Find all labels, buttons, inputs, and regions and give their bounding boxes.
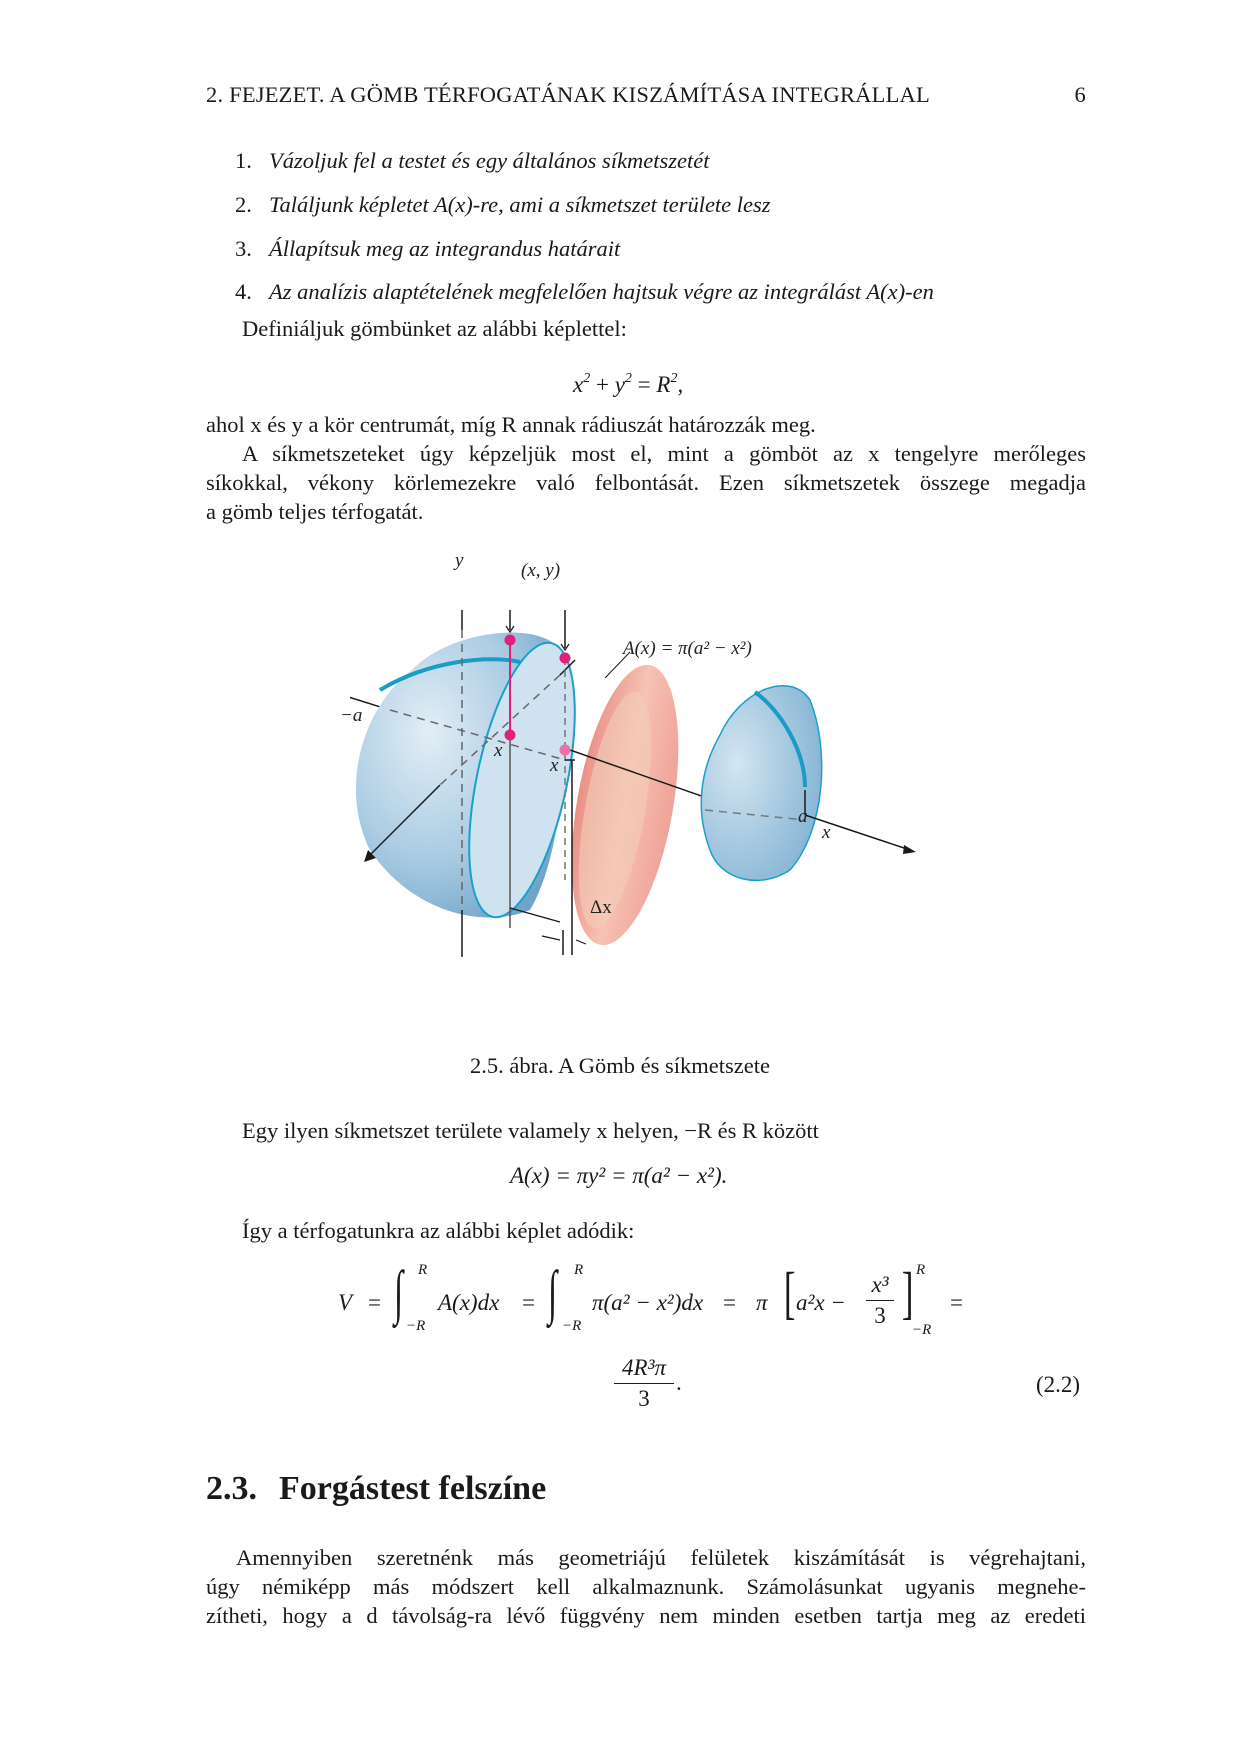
figure-caption: 2.5. ábra. A Gömb és síkmetszete: [470, 1053, 770, 1078]
equation-number: (2.2): [1036, 1372, 1081, 1397]
fraction-result: 4R³π 3: [614, 1355, 674, 1412]
paragraph-definition: ahol x és y a kör centrumát, míg R annak rádiuszát határozzák meg. A síkmetszeteket úgy képzeljük most el, mint a gömböt az x tengelyre merőleges síkokkal, vékony körlemezekre való felbontását. Ezen síkmetszetek összege megadja a gömb teljes térfogatát.: [206, 412, 1086, 524]
label-delta-x: Δx: [590, 897, 612, 918]
label-area-formula: A(x) = π(a² − x²): [623, 638, 752, 659]
circle-equation: $x^2 + y^2 = R^2$,: [573, 371, 684, 397]
x-dimension-arrow: [510, 908, 560, 922]
list-item: 1. Vázoljuk fel a testet és egy általános síkmetszetét: [235, 148, 710, 173]
point-bracket-left: [510, 610, 520, 630]
area-equation: A(x) = πy² = π(a² − x²).: [510, 1163, 728, 1188]
point-x-sphere: [505, 730, 516, 741]
point-x-disk: [560, 745, 571, 756]
right-bracket-icon: ]: [901, 1260, 914, 1325]
integral-sign-icon: ∫: [548, 1259, 558, 1325]
fraction-bar: [614, 1383, 674, 1384]
list-item: 3. Állapítsuk meg az integrandus határait: [235, 236, 621, 261]
paragraph-volume-intro: Így a térfogatunkra az alábbi képlet adódik:: [242, 1218, 635, 1243]
label-x1: x: [494, 740, 503, 761]
fraction-bar: [866, 1300, 894, 1301]
intro-text: Definiáljuk gömbünket az alábbi képlettel:: [242, 316, 627, 341]
section-title: Forgástest felszíne: [279, 1470, 547, 1507]
left-bracket-icon: [: [783, 1260, 796, 1325]
sphere-figure: [340, 550, 930, 1020]
chapter-title: 2. FEJEZET. A GÖMB TÉRFOGATÁNAK KISZÁMÍTÁSA INTEGRÁLLAL: [206, 82, 930, 107]
sphere-diagram: [350, 610, 930, 1020]
x-axis-arrow-icon: [903, 845, 916, 854]
label-y-axis: y: [455, 550, 464, 571]
section-number: 2.3.: [206, 1470, 257, 1507]
point-bracket-right: [555, 610, 565, 648]
dx-arrow-right: [576, 940, 586, 944]
page-number: 6: [1074, 82, 1086, 107]
list-item: 4. Az analízis alaptételének megfelelően hajtsuk végre az integrálást A(x)-en: [235, 279, 934, 304]
label-pos-a: a: [798, 806, 808, 827]
volume-equation: V = ∫ R −R A(x)dx = ∫ R −R π(a² − x²)dx = π [ a²x − x³ 3 ] R −R = 4R³π 3 . (2.2): [338, 1259, 1081, 1411]
point-xy-disk: [560, 653, 571, 664]
section-heading: [206, 1470, 546, 1508]
point-xy-sphere: [505, 635, 516, 646]
paragraph-section-area: Egy ilyen síkmetszet területe valamely x helyen, −R és R között: [242, 1118, 819, 1143]
list-item: 2. Találjunk képletet A(x)-re, ami a síkmetszet területe lesz: [235, 192, 771, 217]
label-point-xy: (x, y): [521, 560, 561, 581]
dx-arrow-left: [542, 936, 560, 940]
integral-sign-icon: ∫: [394, 1259, 404, 1325]
label-x2: x: [550, 755, 559, 776]
paragraph-surface: Amennyiben szeretnénk más geometriájú felületek kiszámítását is végrehajtani, úgy némiképp más módszert kell alkalmaznunk. Számolásunkat ugyanis megnehe- zítheti, hogy a d távolság-ra lévő függvény nem minden esetben tartja meg az eredeti: [206, 1545, 1086, 1628]
label-x-axis: x: [822, 822, 831, 843]
x-axis-end: [805, 815, 910, 850]
fraction-x3-over-3: x³ 3: [866, 1272, 894, 1329]
label-neg-a: −a: [340, 705, 363, 726]
